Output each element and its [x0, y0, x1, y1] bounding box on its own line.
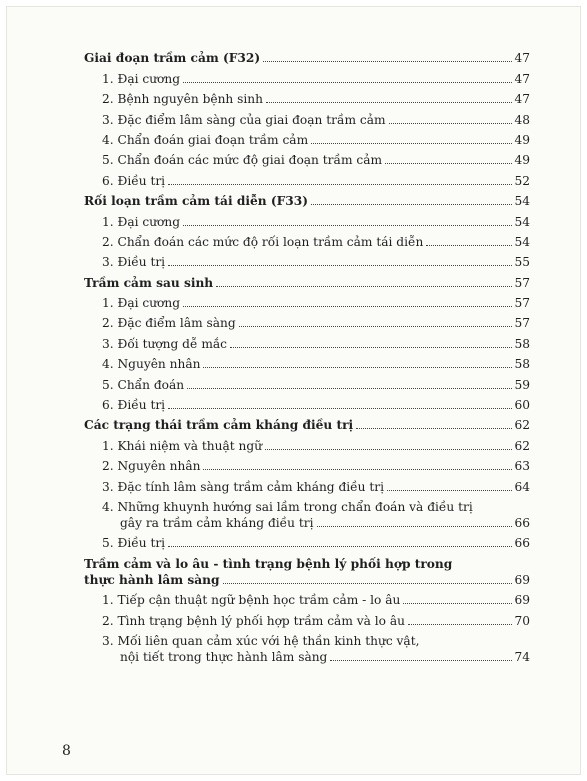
toc-page-number: 57 [514, 296, 530, 311]
toc-page-number: 54 [514, 214, 530, 229]
table-of-contents [84, 46, 530, 665]
toc-item [84, 91, 530, 107]
toc-page-number: 54 [514, 234, 530, 249]
toc-page-number: 57 [514, 275, 530, 290]
dot-leader [203, 367, 512, 368]
dot-leader [266, 102, 512, 103]
toc-page-number: 62 [514, 438, 530, 453]
toc-item [84, 458, 530, 474]
toc-item-title: 6. Điều trị [102, 173, 166, 188]
dot-leader [408, 624, 512, 625]
dot-leader [389, 123, 512, 124]
toc-item [84, 71, 530, 87]
toc-section-title: thực hành lâm sàng [84, 572, 220, 587]
toc-item [84, 234, 530, 250]
toc-item [84, 173, 530, 189]
dot-leader [317, 526, 512, 527]
toc-page-number: 55 [514, 255, 530, 270]
toc-item [84, 254, 530, 270]
dot-leader [203, 469, 512, 470]
toc-item-title: 1. Đại cương [102, 296, 181, 311]
dot-leader [311, 143, 512, 144]
toc-page-number: 47 [514, 92, 530, 107]
toc-item-title: 4. Chẩn đoán giai đoạn trầm cảm [102, 132, 309, 147]
toc-section [84, 572, 530, 588]
toc-page-number: 60 [514, 398, 530, 413]
toc-item-title: 5. Chẩn đoán [102, 377, 185, 392]
toc-page-number: 58 [514, 357, 530, 372]
toc-item-title: 5. Điều trị [102, 536, 166, 551]
toc-item-title: 5. Chẩn đoán các mức độ giai đoạn trầm cảm [102, 153, 383, 168]
toc-item-title: 2. Tình trạng bệnh lý phối hợp trầm cảm và lo âu [102, 613, 405, 628]
dot-leader [168, 546, 512, 547]
dot-leader [187, 388, 512, 389]
toc-item [84, 214, 530, 230]
toc-section-title: Các trạng thái trầm cảm kháng điều trị [84, 418, 354, 433]
toc-item [84, 649, 530, 665]
toc-item [84, 336, 530, 352]
dot-leader [183, 306, 512, 307]
toc-page-number: 64 [514, 479, 530, 494]
toc-item [84, 479, 530, 495]
dot-leader [223, 583, 512, 584]
toc-item [84, 112, 530, 128]
toc-page-number: 54 [514, 194, 530, 209]
toc-page-number: 52 [514, 173, 530, 188]
toc-item-title: 6. Điều trị [102, 398, 166, 413]
toc-item [84, 152, 530, 168]
dot-leader [239, 326, 512, 327]
toc-page-number: 48 [514, 112, 530, 127]
toc-page-number: 47 [514, 71, 530, 86]
toc-section-title: Giai đoạn trầm cảm (F32) [84, 51, 261, 66]
toc-page-number: 74 [514, 649, 530, 664]
toc-item [84, 132, 530, 148]
toc-item-first-line: 3. Mối liên quan cảm xúc với hệ thần kinh thực vật, [102, 633, 420, 648]
dot-leader [426, 245, 512, 246]
dot-leader [183, 225, 512, 226]
toc-item-title: 3. Đặc điểm lâm sàng của giai đoạn trầm cảm [102, 112, 386, 127]
toc-item-title: 2. Đặc điểm lâm sàng [102, 316, 236, 331]
dot-leader [168, 184, 512, 185]
dot-leader [330, 660, 512, 661]
toc-item-title: 3. Điều trị [102, 255, 166, 270]
toc-item-title: 1. Tiếp cận thuật ngữ bệnh học trầm cảm - lo âu [102, 593, 401, 608]
toc-item-title: gây ra trầm cảm kháng điều trị [120, 515, 314, 530]
toc-section-title: Rối loạn trầm cảm tái diễn (F33) [84, 194, 308, 209]
dot-leader [311, 204, 512, 205]
toc-page-number: 66 [514, 515, 530, 530]
toc-item [84, 515, 530, 531]
toc-page-number: 49 [514, 153, 530, 168]
toc-item-title: 2. Chẩn đoán các mức độ rối loạn trầm cảm tái diễn [102, 234, 424, 249]
toc-section [84, 50, 530, 66]
toc-item-title: 1. Đại cương [102, 71, 181, 86]
toc-page-number: 49 [514, 132, 530, 147]
toc-item-title: 1. Khái niệm và thuật ngữ [102, 438, 263, 453]
toc-item-title: 4. Nguyên nhân [102, 357, 201, 372]
dot-leader [385, 163, 512, 164]
toc-item [84, 535, 530, 551]
toc-section-title: Trầm cảm sau sinh [84, 275, 214, 290]
toc-page-number: 69 [514, 572, 530, 587]
toc-page-number: 66 [514, 536, 530, 551]
toc-item-title: 2. Nguyên nhân [102, 459, 201, 474]
toc-item [84, 356, 530, 372]
toc-item [84, 438, 530, 454]
toc-page-number: 47 [514, 51, 530, 66]
toc-item-title: nội tiết trong thực hành lâm sàng [120, 649, 328, 664]
dot-leader [216, 286, 512, 287]
dot-leader [183, 82, 512, 83]
toc-page-number: 63 [514, 459, 530, 474]
toc-page-number: 62 [514, 418, 530, 433]
toc-page-number: 59 [514, 377, 530, 392]
toc-item-title: 1. Đại cương [102, 214, 181, 229]
toc-item-first-line: 4. Những khuynh hướng sai lầm trong chẩn đoán và điều trị [102, 499, 473, 514]
dot-leader [265, 449, 512, 450]
dot-leader [387, 490, 512, 491]
toc-item [84, 613, 530, 629]
dot-leader [403, 603, 512, 604]
toc-page-number: 57 [514, 316, 530, 331]
dot-leader [168, 408, 512, 409]
toc-item [84, 295, 530, 311]
toc-item-title: 3. Đặc tính lâm sàng trầm cảm kháng điều trị [102, 479, 385, 494]
dot-leader [230, 347, 512, 348]
dot-leader [263, 61, 512, 62]
toc-section [84, 193, 530, 209]
toc-item [84, 377, 530, 393]
toc-section [84, 417, 530, 433]
toc-item [84, 397, 530, 413]
toc-item-title: 3. Đối tượng dễ mắc [102, 336, 227, 351]
toc-page-number: 69 [514, 593, 530, 608]
toc-page-number: 70 [514, 613, 530, 628]
toc-section [84, 275, 530, 291]
toc-item-title: 2. Bệnh nguyên bệnh sinh [102, 92, 264, 107]
toc-item [84, 592, 530, 608]
page-number: 8 [62, 743, 71, 759]
dot-leader [168, 265, 512, 266]
toc-item [84, 315, 530, 331]
toc-section-first-line: Trầm cảm và lo âu - tình trạng bệnh lý phối hợp trong [84, 556, 453, 571]
toc-page-number: 58 [514, 336, 530, 351]
dot-leader [356, 428, 512, 429]
